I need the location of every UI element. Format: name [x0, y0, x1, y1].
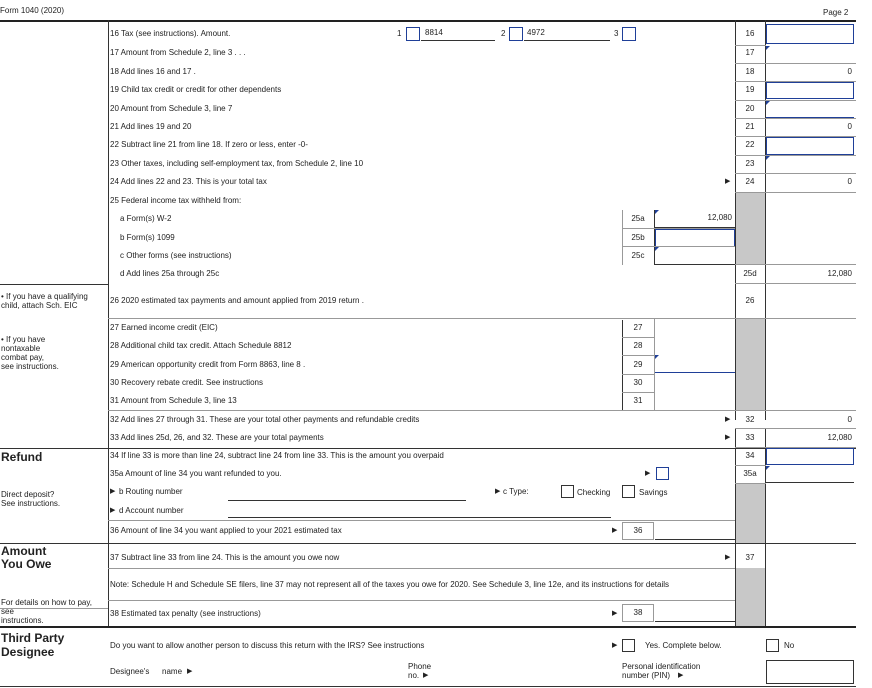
pay-details-2: see	[1, 607, 14, 616]
row-sep	[735, 63, 856, 64]
line38-label: 38 Estimated tax penalty (see instructions)	[110, 609, 261, 618]
line37-num: 37	[745, 553, 755, 562]
row-sep	[622, 374, 654, 375]
line38-arrow-icon: ▶	[612, 610, 618, 617]
row-sep	[735, 483, 766, 484]
line17-label: 17 Amount from Schedule 2, line 3 . . .	[110, 48, 246, 57]
savings-label: Savings	[639, 488, 668, 497]
line17-num: 17	[745, 48, 755, 57]
designee-question: Do you want to allow another person to discuss this return with the IRS? See instructions	[110, 641, 425, 650]
line35a-label: 35a Amount of line 34 you want refunded to you.	[110, 469, 282, 478]
sep-35d	[108, 520, 735, 521]
account-arrow-icon: ▶	[110, 507, 116, 514]
sep-eic-top	[0, 284, 108, 285]
account-type-label: c Type:	[503, 487, 529, 496]
line27-num: 27	[633, 323, 643, 332]
line32-num: 32	[745, 415, 755, 424]
sep-owe-top	[0, 543, 856, 544]
line16-num: 16	[745, 29, 755, 38]
line33-amount: 12,080	[827, 433, 852, 442]
designee-name-label-2: name	[162, 667, 183, 676]
line25b-label: b Form(s) 1099	[120, 233, 175, 242]
line16-amount-input[interactable]	[766, 24, 854, 44]
designee-heading-1: Third Party	[1, 631, 65, 645]
line28-num: 28	[633, 341, 643, 350]
line35a-field-flag	[766, 466, 770, 470]
line24-label: 24 Add lines 22 and 23. This is your total tax	[110, 177, 267, 186]
owe-note: Note: Schedule H and Schedule SE filers, line 37 may not represent all of the taxes you owe for 2020. See Schedule 3, line 12e, and its instructions for details	[110, 580, 669, 589]
line22-num: 22	[745, 140, 755, 149]
refund-heading: Refund	[1, 450, 43, 464]
designee-pin-input[interactable]	[766, 660, 854, 684]
savings-checkbox[interactable]	[622, 485, 635, 498]
line24-amount: 0	[847, 177, 852, 186]
pin-arrow-icon: ▶	[678, 672, 684, 679]
pay-details-1: For details on how to pay,	[1, 598, 93, 607]
line34-num: 34	[745, 451, 755, 460]
line25c-amount-input[interactable]	[655, 247, 735, 265]
sep-31	[108, 410, 735, 411]
eic-note-line2: child, attach Sch. EIC	[1, 301, 78, 310]
line16-label: 16 Tax (see instructions). Amount.	[110, 29, 231, 38]
line30-label: 30 Recovery rebate credit. See instructions	[110, 378, 263, 387]
line36-num: 36	[633, 526, 643, 535]
designee-yes-checkbox[interactable]	[622, 639, 635, 652]
amount-owe-heading-1: Amount	[1, 544, 47, 558]
line25-label: 25 Federal income tax withheld from:	[110, 196, 242, 205]
combat-note-line3: combat pay,	[1, 353, 44, 362]
line20-num: 20	[745, 104, 755, 113]
line31-label: 31 Amount from Schedule 3, line 13	[110, 396, 237, 405]
line29-label: 29 American opportunity credit from Form 8863, line 8 .	[110, 360, 306, 369]
line27-label: 27 Earned income credit (EIC)	[110, 323, 218, 332]
line22-amount-input[interactable]	[766, 137, 854, 155]
routing-number-input[interactable]	[228, 488, 466, 501]
line25b-num: 25b	[631, 233, 645, 242]
line16-box1-num: 1	[397, 29, 402, 38]
direct-deposit-note-2: See instructions.	[1, 499, 61, 508]
line18-label: 18 Add lines 16 and 17 .	[110, 67, 196, 76]
line25a-amount: 12,080	[707, 213, 732, 222]
line33-label: 33 Add lines 25d, 26, and 32. These are your total payments	[110, 433, 324, 442]
row-sep	[735, 465, 766, 466]
line16-box1-value: 8814	[425, 28, 443, 37]
line16-box1-checkbox[interactable]	[406, 27, 420, 41]
combat-note-line2: nontaxable	[1, 344, 41, 353]
page-number: Page 2	[823, 8, 849, 17]
line20-amount-input[interactable]	[766, 101, 854, 118]
line18-num: 18	[745, 67, 755, 76]
bottom-rule	[0, 686, 856, 687]
line35a-arrow-icon: ▶	[645, 470, 651, 477]
designee-name-label: Designee's	[110, 667, 150, 676]
line16-box2-value: 4972	[527, 28, 545, 37]
line25c-num: 25c	[631, 251, 645, 260]
line34-amount-input[interactable]	[766, 448, 854, 465]
sep-left-38	[0, 608, 108, 609]
line19-amount-input[interactable]	[766, 82, 854, 99]
line38-amount-input[interactable]	[655, 604, 735, 622]
phone-label-1: Phone	[408, 662, 432, 671]
line29-field-flag	[655, 355, 659, 359]
line17-field-flag	[766, 46, 770, 50]
line32-arrow-icon: ▶	[725, 416, 731, 423]
line29-num: 29	[633, 360, 643, 369]
line29-amount-input[interactable]	[655, 355, 735, 373]
row-sep	[735, 428, 856, 429]
line21-num: 21	[745, 122, 755, 131]
designee-no-checkbox[interactable]	[766, 639, 779, 652]
line32-label: 32 Add lines 27 through 31. These are your total other payments and refundable credits	[110, 415, 420, 424]
row-sep	[735, 283, 856, 284]
sep-note	[108, 600, 735, 601]
account-number-input[interactable]	[228, 505, 611, 518]
row-sep	[735, 155, 856, 156]
line19-num: 19	[745, 85, 755, 94]
header-rule	[0, 20, 856, 22]
pin-label-1: Personal identification	[622, 662, 701, 671]
line35a-amount-input[interactable]	[766, 466, 854, 483]
sep-26	[108, 318, 735, 319]
designee-name-input[interactable]	[196, 664, 396, 678]
line23-field-flag	[766, 156, 770, 160]
line25c-field-flag	[655, 247, 659, 251]
line25c-label: c Other forms (see instructions)	[120, 251, 232, 260]
line24-num: 24	[745, 177, 755, 186]
shade-25abc-col	[735, 193, 766, 264]
line20-field-flag	[766, 101, 770, 105]
line32-amount: 0	[847, 415, 852, 424]
phone-label-2: no.	[408, 671, 420, 680]
line16-box2-checkbox[interactable]	[509, 27, 523, 41]
line23-num: 23	[745, 159, 755, 168]
row-sep	[735, 173, 856, 174]
line30-num: 30	[633, 378, 643, 387]
checking-label: Checking	[577, 488, 611, 497]
line28-label: 28 Additional child tax credit. Attach Schedule 8812	[110, 341, 292, 350]
line24-arrow-icon: ▶	[725, 178, 731, 185]
line36-amount-input[interactable]	[655, 522, 735, 540]
direct-deposit-note-1: Direct deposit?	[1, 490, 55, 499]
pin-label-2: number (PIN)	[622, 671, 671, 680]
line25a-num: 25a	[631, 214, 645, 223]
row-sep	[654, 319, 655, 410]
line37-label: 37 Subtract line 33 from line 24. This is the amount you owe now	[110, 553, 340, 562]
form-title: Form 1040 (2020)	[0, 6, 65, 15]
col-line-left	[735, 20, 736, 420]
line25d-num: 25d	[743, 269, 757, 278]
sep-37	[108, 568, 735, 569]
line37-arrow-icon: ▶	[725, 554, 731, 561]
line16-box3-num: 3	[614, 29, 619, 38]
row-sep	[622, 210, 623, 265]
form8888-checkbox[interactable]	[656, 467, 669, 480]
line22-label: 22 Subtract line 21 from line 18. If zero or less, enter -0-	[110, 140, 308, 149]
type-arrow-icon: ▶	[495, 488, 501, 495]
shade-35b-36-col	[735, 483, 766, 543]
account-label: d Account number	[119, 506, 184, 515]
line23-label: 23 Other taxes, including self-employment tax, from Schedule 2, line 10	[110, 159, 364, 168]
row-sep	[622, 246, 735, 247]
combat-note-line4: see instructions.	[1, 362, 59, 371]
shade-note-38-col	[735, 568, 766, 626]
line16-box3-checkbox[interactable]	[622, 27, 636, 41]
row-sep	[735, 118, 856, 119]
line33-num: 33	[745, 433, 755, 442]
routing-arrow-icon: ▶	[110, 488, 116, 495]
line33-arrow-icon: ▶	[725, 434, 731, 441]
row-sep	[735, 192, 856, 193]
line35a-num: 35a	[743, 469, 757, 478]
phone-arrow-icon: ▶	[423, 672, 429, 679]
shade-27-31-col	[735, 319, 766, 410]
line25a-label: a Form(s) W-2	[120, 214, 172, 223]
combat-note-line1: • If you have	[1, 335, 46, 344]
sep-refund-top	[0, 448, 856, 449]
row-sep	[735, 264, 856, 265]
designee-name-arrow-icon: ▶	[187, 668, 193, 675]
line19-label: 19 Child tax credit or credit for other dependents	[110, 85, 282, 94]
row-sep	[735, 318, 856, 319]
line36-arrow-icon: ▶	[612, 527, 618, 534]
designee-heading-2: Designee	[1, 645, 55, 659]
col-line-right	[765, 20, 766, 420]
line34-label: 34 If line 33 is more than line 24, subtract line 24 from line 33. This is the amount you overpaid	[110, 451, 444, 460]
amount-owe-heading-2: You Owe	[1, 557, 52, 571]
routing-label: b Routing number	[119, 487, 183, 496]
sep-designee-top	[0, 626, 856, 628]
line26-num: 26	[745, 296, 755, 305]
label-col-line	[108, 20, 109, 626]
row-sep	[622, 337, 654, 338]
line38-num: 38	[633, 608, 643, 617]
line16-box2-num: 2	[501, 29, 506, 38]
line20-label: 20 Amount from Schedule 3, line 7	[110, 104, 233, 113]
designee-phone-input[interactable]	[436, 664, 611, 678]
row-sep	[735, 410, 856, 411]
row-sep	[622, 355, 654, 356]
line25d-label: d Add lines 25a through 25c	[120, 269, 220, 278]
line31-num: 31	[633, 396, 643, 405]
line25b-amount-input[interactable]	[655, 229, 735, 247]
row-sep	[622, 228, 735, 229]
checking-checkbox[interactable]	[561, 485, 574, 498]
line25d-amount: 12,080	[827, 269, 852, 278]
designee-yes-label: Yes. Complete below.	[645, 641, 722, 650]
line21-label: 21 Add lines 19 and 20	[110, 122, 192, 131]
row-sep	[735, 45, 766, 46]
line36-label: 36 Amount of line 34 you want applied to your 2021 estimated tax	[110, 526, 342, 535]
line21-amount: 0	[847, 122, 852, 131]
row-sep	[622, 392, 654, 393]
line18-amount: 0	[847, 67, 852, 76]
eic-note-line1: • If you have a qualifying	[1, 292, 88, 301]
designee-no-label: No	[784, 641, 795, 650]
line26-label: 26 2020 estimated tax payments and amount applied from 2019 return .	[110, 296, 364, 305]
designee-arrow-icon: ▶	[612, 642, 618, 649]
pay-details-3: instructions.	[1, 616, 44, 625]
